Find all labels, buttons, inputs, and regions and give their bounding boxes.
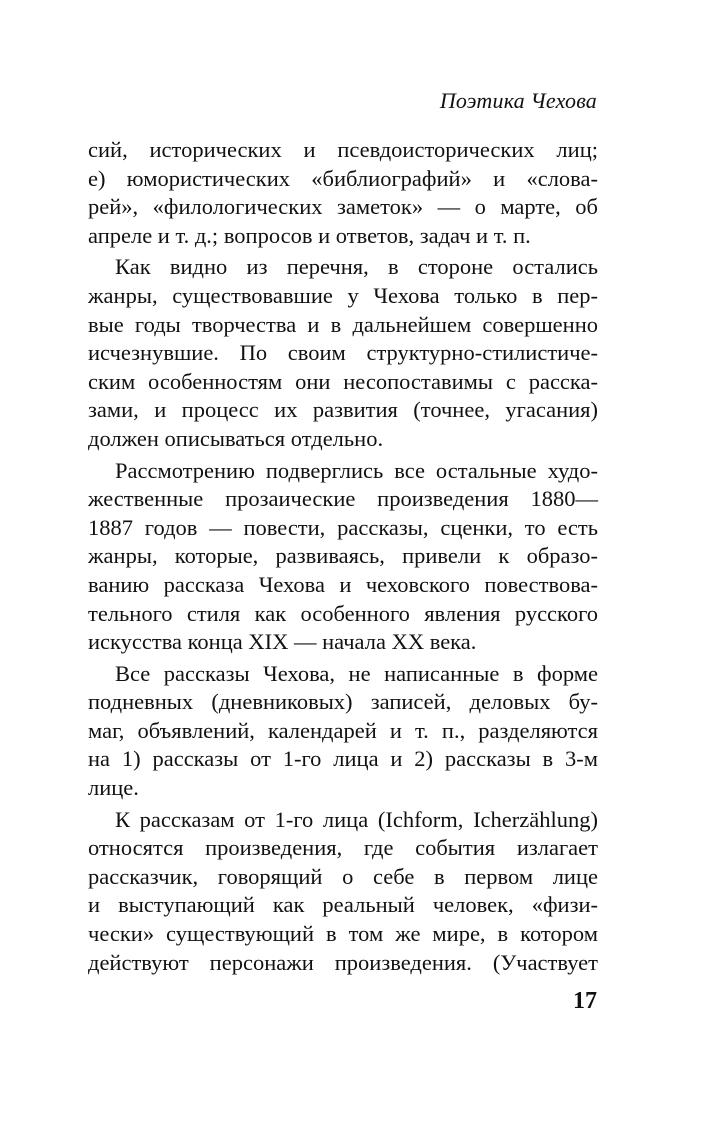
text-line: Все рассказы Чехова, не написанные в форме bbox=[115, 660, 598, 686]
text-line: Рассмотрению подверглись все остальные худо- bbox=[115, 457, 598, 483]
text-line: должен описываться отдельно. bbox=[88, 425, 384, 451]
text-line: рей», «филологических заметок» — о марте, об bbox=[88, 194, 598, 220]
text-line: зами, и процесс их развития (точнее, угасания) bbox=[88, 397, 598, 423]
text-line: жанры, которые, развиваясь, привели к образо- bbox=[88, 543, 598, 569]
body-text bbox=[88, 136, 598, 977]
text-line: действуют персонажи произведения. (Участвует bbox=[88, 949, 598, 975]
text-line: вые годы творчества и в дальнейшем совершенно bbox=[88, 311, 598, 337]
text-line: на 1) рассказы от 1-го лица и 2) рассказы в 3-м bbox=[88, 746, 598, 772]
text-line: 1887 годов — повести, рассказы, сценки, то есть bbox=[88, 514, 598, 540]
text-line: тельного стиля как особенного явления русского bbox=[88, 600, 598, 626]
text-line: ским особенностям они несопоставимы с расска- bbox=[88, 368, 598, 394]
text-line: подневных (дневниковых) записей, деловых бу- bbox=[88, 689, 598, 715]
text-line: Как видно из перечня, в стороне остались bbox=[115, 254, 598, 280]
text-line: исчезнувшие. По своим структурно-стилистиче- bbox=[88, 340, 598, 366]
text-line: рассказчик, говорящий о себе в первом лице bbox=[88, 863, 598, 889]
text-line: жественные прозаические произведения 1880— bbox=[88, 486, 598, 512]
paragraph bbox=[88, 136, 598, 250]
text-line: сий, исторических и псевдоисторических лиц; bbox=[88, 137, 598, 162]
text-line: е) юмористических «библиографий» и «слова- bbox=[88, 165, 598, 191]
paragraph bbox=[88, 253, 598, 453]
paragraph bbox=[88, 660, 598, 803]
paragraph bbox=[88, 806, 598, 978]
text-line: К рассказам от 1-го лица (Ichform, Icherzählung) bbox=[115, 806, 598, 832]
paragraph bbox=[88, 457, 598, 657]
text-line: лице. bbox=[88, 775, 139, 801]
text-line: жанры, существовавшие у Чехова только в пер- bbox=[88, 282, 598, 308]
running-head: Поэтика Чехова bbox=[439, 88, 597, 113]
text-line: апреле и т. д.; вопросов и ответов, задач и т. п. bbox=[88, 222, 531, 248]
text-line: искусства конца XIX — начала XX века. bbox=[88, 629, 477, 655]
text-line: и выступающий как реальный человек, «физи- bbox=[88, 892, 598, 918]
text-line: ванию рассказа Чехова и чеховского повествова- bbox=[88, 571, 598, 597]
text-line: чески» существующий в том же мире, в котором bbox=[88, 921, 598, 947]
text-line: маг, объявлений, календарей и т. п., разделяются bbox=[88, 717, 598, 743]
page-number: 17 bbox=[573, 988, 597, 1014]
text-line: относятся произведения, где события излагает bbox=[88, 835, 598, 861]
